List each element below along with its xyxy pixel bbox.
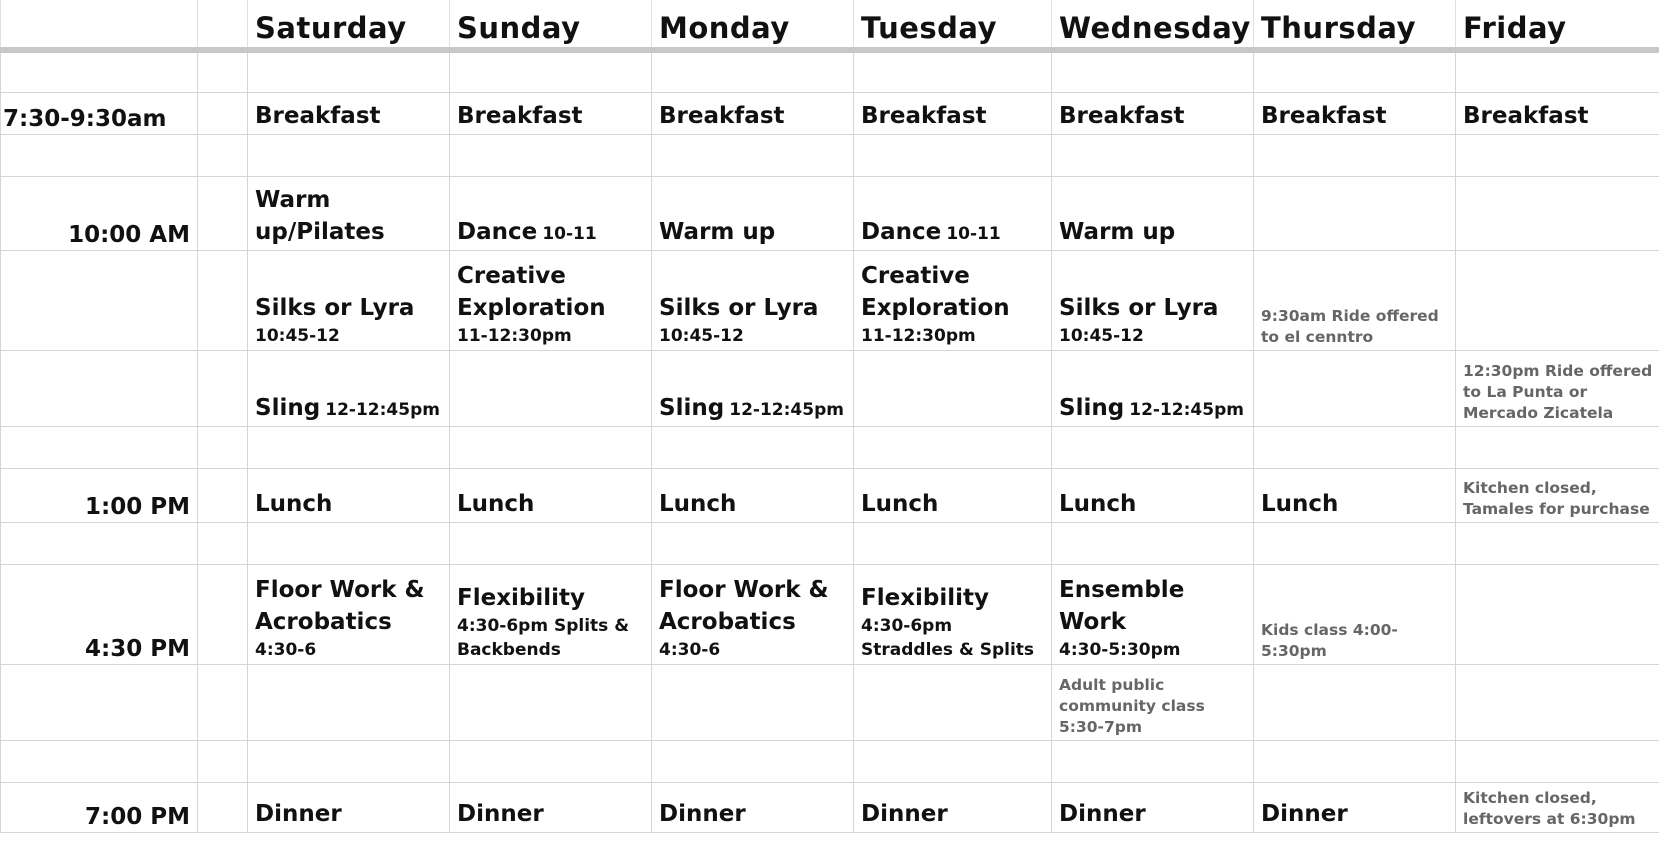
time-afternoon[interactable]: 4:30 PM — [1, 564, 198, 664]
day-header-thursday[interactable]: Thursday — [1254, 0, 1456, 50]
activity-title: Sling — [1059, 394, 1125, 421]
session3-row — [1, 350, 1659, 426]
breakfast-tuesday[interactable]: Breakfast — [854, 92, 1052, 134]
evening-row — [1, 664, 1659, 740]
activity-title: Dance — [457, 218, 538, 245]
cell[interactable] — [652, 426, 854, 468]
activity-time: 10-11 — [542, 223, 597, 244]
activity-title: Flexibility — [457, 584, 586, 611]
cell[interactable] — [198, 176, 248, 250]
activity-time: 4:30-6pm — [861, 615, 953, 636]
cell[interactable] — [854, 50, 1052, 92]
session3-saturday[interactable] — [248, 350, 450, 426]
spacer-cell[interactable] — [198, 0, 248, 50]
dinner-thursday[interactable]: Dinner — [1254, 782, 1456, 832]
cell[interactable] — [1, 250, 198, 350]
cell[interactable] — [198, 468, 248, 522]
session2-tuesday[interactable] — [854, 250, 1052, 350]
activity-time: 12-12:45pm — [1129, 399, 1244, 420]
breakfast-row — [1, 92, 1659, 134]
cell[interactable] — [198, 350, 248, 426]
lunch-tuesday[interactable]: Lunch — [854, 468, 1052, 522]
day-header-wednesday[interactable]: Wednesday — [1052, 0, 1254, 50]
afternoon-thursday-note[interactable]: Kids class 4:00-5:30pm — [1254, 564, 1456, 664]
cell[interactable] — [248, 522, 450, 564]
cell[interactable] — [450, 134, 652, 176]
activity-time: 4:30-6 — [659, 639, 721, 660]
cell[interactable] — [1254, 740, 1456, 782]
cell[interactable] — [1, 350, 198, 426]
breakfast-friday[interactable]: Breakfast — [1456, 92, 1659, 134]
session2-friday[interactable] — [1456, 250, 1659, 350]
session2-wednesday[interactable] — [1052, 250, 1254, 350]
session2-row — [1, 250, 1659, 350]
activity-title: Silks or Lyra — [255, 294, 415, 321]
morning-wednesday[interactable]: Warm up — [1052, 176, 1254, 250]
morning-monday[interactable]: Warm up — [652, 176, 854, 250]
evening-wednesday-note[interactable]: Adult public community class 5:30-7pm — [1052, 664, 1254, 740]
activity-time: 12-12:45pm — [729, 399, 844, 420]
lunch-wednesday[interactable]: Lunch — [1052, 468, 1254, 522]
header-row — [1, 0, 1659, 50]
session2-saturday[interactable] — [248, 250, 450, 350]
cell[interactable] — [854, 664, 1052, 740]
morning-sunday[interactable] — [450, 176, 652, 250]
afternoon-tuesday[interactable] — [854, 564, 1052, 664]
activity-time: 11-12:30pm — [457, 325, 572, 346]
dinner-saturday[interactable]: Dinner — [248, 782, 450, 832]
dinner-monday[interactable]: Dinner — [652, 782, 854, 832]
time-breakfast[interactable]: 7:30-9:30am — [1, 92, 198, 134]
breakfast-wednesday[interactable]: Breakfast — [1052, 92, 1254, 134]
cell[interactable] — [198, 50, 248, 92]
session2-sunday[interactable] — [450, 250, 652, 350]
lunch-sunday[interactable]: Lunch — [450, 468, 652, 522]
cell[interactable] — [854, 740, 1052, 782]
cell[interactable] — [198, 564, 248, 664]
cell[interactable] — [1, 664, 198, 740]
activity-detail: Straddles & Splits — [861, 639, 1035, 660]
cell[interactable] — [198, 134, 248, 176]
session3-sunday[interactable] — [450, 350, 652, 426]
activity-title: Flexibility — [861, 584, 990, 611]
cell[interactable] — [198, 426, 248, 468]
afternoon-friday[interactable] — [1456, 564, 1659, 664]
corner-cell[interactable] — [1, 0, 198, 50]
morning-tuesday[interactable] — [854, 176, 1052, 250]
cell[interactable] — [198, 250, 248, 350]
activity-time: 12-12:45pm — [325, 399, 440, 420]
cell[interactable] — [1, 740, 198, 782]
cell[interactable] — [1456, 426, 1659, 468]
session2-thursday-note[interactable]: 9:30am Ride offered to el cenntro — [1254, 250, 1456, 350]
activity-title: Silks or Lyra — [1059, 294, 1219, 321]
afternoon-saturday[interactable] — [248, 564, 450, 664]
cell[interactable] — [248, 426, 450, 468]
afternoon-sunday[interactable] — [450, 564, 652, 664]
session2-monday[interactable] — [652, 250, 854, 350]
dinner-tuesday[interactable]: Dinner — [854, 782, 1052, 832]
cell[interactable] — [1052, 740, 1254, 782]
activity-title: Creative Exploration — [861, 262, 1010, 321]
time-lunch[interactable]: 1:00 PM — [1, 468, 198, 522]
cell[interactable] — [652, 740, 854, 782]
cell[interactable] — [450, 522, 652, 564]
blank-row — [1, 50, 1659, 92]
cell[interactable] — [1, 522, 198, 564]
day-header-friday[interactable]: Friday — [1456, 0, 1659, 50]
session3-thursday[interactable] — [1254, 350, 1456, 426]
lunch-monday[interactable]: Lunch — [652, 468, 854, 522]
day-header-tuesday[interactable]: Tuesday — [854, 0, 1052, 50]
morning-thursday[interactable] — [1254, 176, 1456, 250]
cell[interactable] — [1254, 50, 1456, 92]
cell[interactable] — [1254, 134, 1456, 176]
cell[interactable] — [248, 50, 450, 92]
cell[interactable] — [652, 664, 854, 740]
cell[interactable] — [1052, 50, 1254, 92]
breakfast-sunday[interactable]: Breakfast — [450, 92, 652, 134]
session3-friday-note[interactable]: 12:30pm Ride offered to La Punta or Mercado Zicatela — [1456, 350, 1659, 426]
cell[interactable] — [1254, 664, 1456, 740]
cell[interactable] — [1, 50, 198, 92]
cell[interactable] — [652, 134, 854, 176]
cell[interactable] — [1052, 134, 1254, 176]
breakfast-thursday[interactable]: Breakfast — [1254, 92, 1456, 134]
cell[interactable] — [652, 522, 854, 564]
cell[interactable] — [1456, 740, 1659, 782]
activity-title: Dance — [861, 218, 942, 245]
cell[interactable] — [1456, 664, 1659, 740]
blank-row — [1, 134, 1659, 176]
activity-time: 10-11 — [946, 223, 1001, 244]
morning-row — [1, 176, 1659, 250]
cell[interactable] — [1456, 50, 1659, 92]
activity-title: Floor Work & Acrobatics — [659, 576, 829, 635]
session3-monday[interactable] — [652, 350, 854, 426]
cell[interactable] — [198, 740, 248, 782]
blank-row — [1, 426, 1659, 468]
activity-title: Sling — [659, 394, 725, 421]
activity-time: 11-12:30pm — [861, 325, 976, 346]
cell[interactable] — [854, 134, 1052, 176]
activity-title: Sling — [255, 394, 321, 421]
cell[interactable] — [1456, 522, 1659, 564]
activity-title: Ensemble Work — [1059, 576, 1185, 635]
activity-title: Creative Exploration — [457, 262, 606, 321]
cell[interactable] — [248, 664, 450, 740]
morning-friday[interactable] — [1456, 176, 1659, 250]
lunch-thursday[interactable]: Lunch — [1254, 468, 1456, 522]
cell[interactable] — [1456, 134, 1659, 176]
cell[interactable] — [198, 782, 248, 832]
cell[interactable] — [450, 426, 652, 468]
cell[interactable] — [652, 50, 854, 92]
activity-time: 4:30-5:30pm — [1059, 639, 1181, 660]
activity-time: 10:45-12 — [1059, 325, 1144, 346]
activity-time: 10:45-12 — [255, 325, 340, 346]
blank-row — [1, 740, 1659, 782]
lunch-friday-note[interactable]: Kitchen closed, Tamales for purchase — [1456, 468, 1659, 522]
cell[interactable] — [198, 522, 248, 564]
time-dinner[interactable]: 7:00 PM — [1, 782, 198, 832]
cell[interactable] — [198, 92, 248, 134]
dinner-row — [1, 782, 1659, 832]
cell[interactable] — [854, 426, 1052, 468]
cell[interactable] — [450, 664, 652, 740]
lunch-saturday[interactable]: Lunch — [248, 468, 450, 522]
cell[interactable] — [1254, 522, 1456, 564]
day-header-sunday[interactable]: Sunday — [450, 0, 652, 50]
day-header-monday[interactable]: Monday — [652, 0, 854, 50]
activity-time: 4:30-6 — [255, 639, 317, 660]
cell[interactable] — [450, 50, 652, 92]
morning-saturday[interactable]: Warm up/Pilates — [248, 176, 450, 250]
cell[interactable] — [248, 740, 450, 782]
cell[interactable] — [1, 134, 198, 176]
cell[interactable] — [1, 426, 198, 468]
session3-wednesday[interactable] — [1052, 350, 1254, 426]
cell[interactable] — [1254, 426, 1456, 468]
time-morning[interactable]: 10:00 AM — [1, 176, 198, 250]
cell[interactable] — [450, 740, 652, 782]
dinner-wednesday[interactable]: Dinner — [1052, 782, 1254, 832]
breakfast-saturday[interactable]: Breakfast — [248, 92, 450, 134]
session3-tuesday[interactable] — [854, 350, 1052, 426]
activity-time: 4:30-6pm Splits & Backbends — [457, 615, 630, 660]
activity-title: Silks or Lyra — [659, 294, 819, 321]
blank-row — [1, 522, 1659, 564]
lunch-row — [1, 468, 1659, 522]
dinner-friday-note[interactable]: Kitchen closed, leftovers at 6:30pm — [1456, 782, 1659, 832]
cell[interactable] — [1052, 426, 1254, 468]
activity-time: 10:45-12 — [659, 325, 744, 346]
cell[interactable] — [248, 134, 450, 176]
cell[interactable] — [854, 522, 1052, 564]
cell[interactable] — [1052, 522, 1254, 564]
dinner-sunday[interactable]: Dinner — [450, 782, 652, 832]
afternoon-wednesday[interactable] — [1052, 564, 1254, 664]
cell[interactable] — [198, 664, 248, 740]
activity-title: Floor Work & Acrobatics — [255, 576, 425, 635]
day-header-saturday[interactable]: Saturday — [248, 0, 450, 50]
afternoon-monday[interactable] — [652, 564, 854, 664]
breakfast-monday[interactable]: Breakfast — [652, 92, 854, 134]
afternoon-row — [1, 564, 1659, 664]
